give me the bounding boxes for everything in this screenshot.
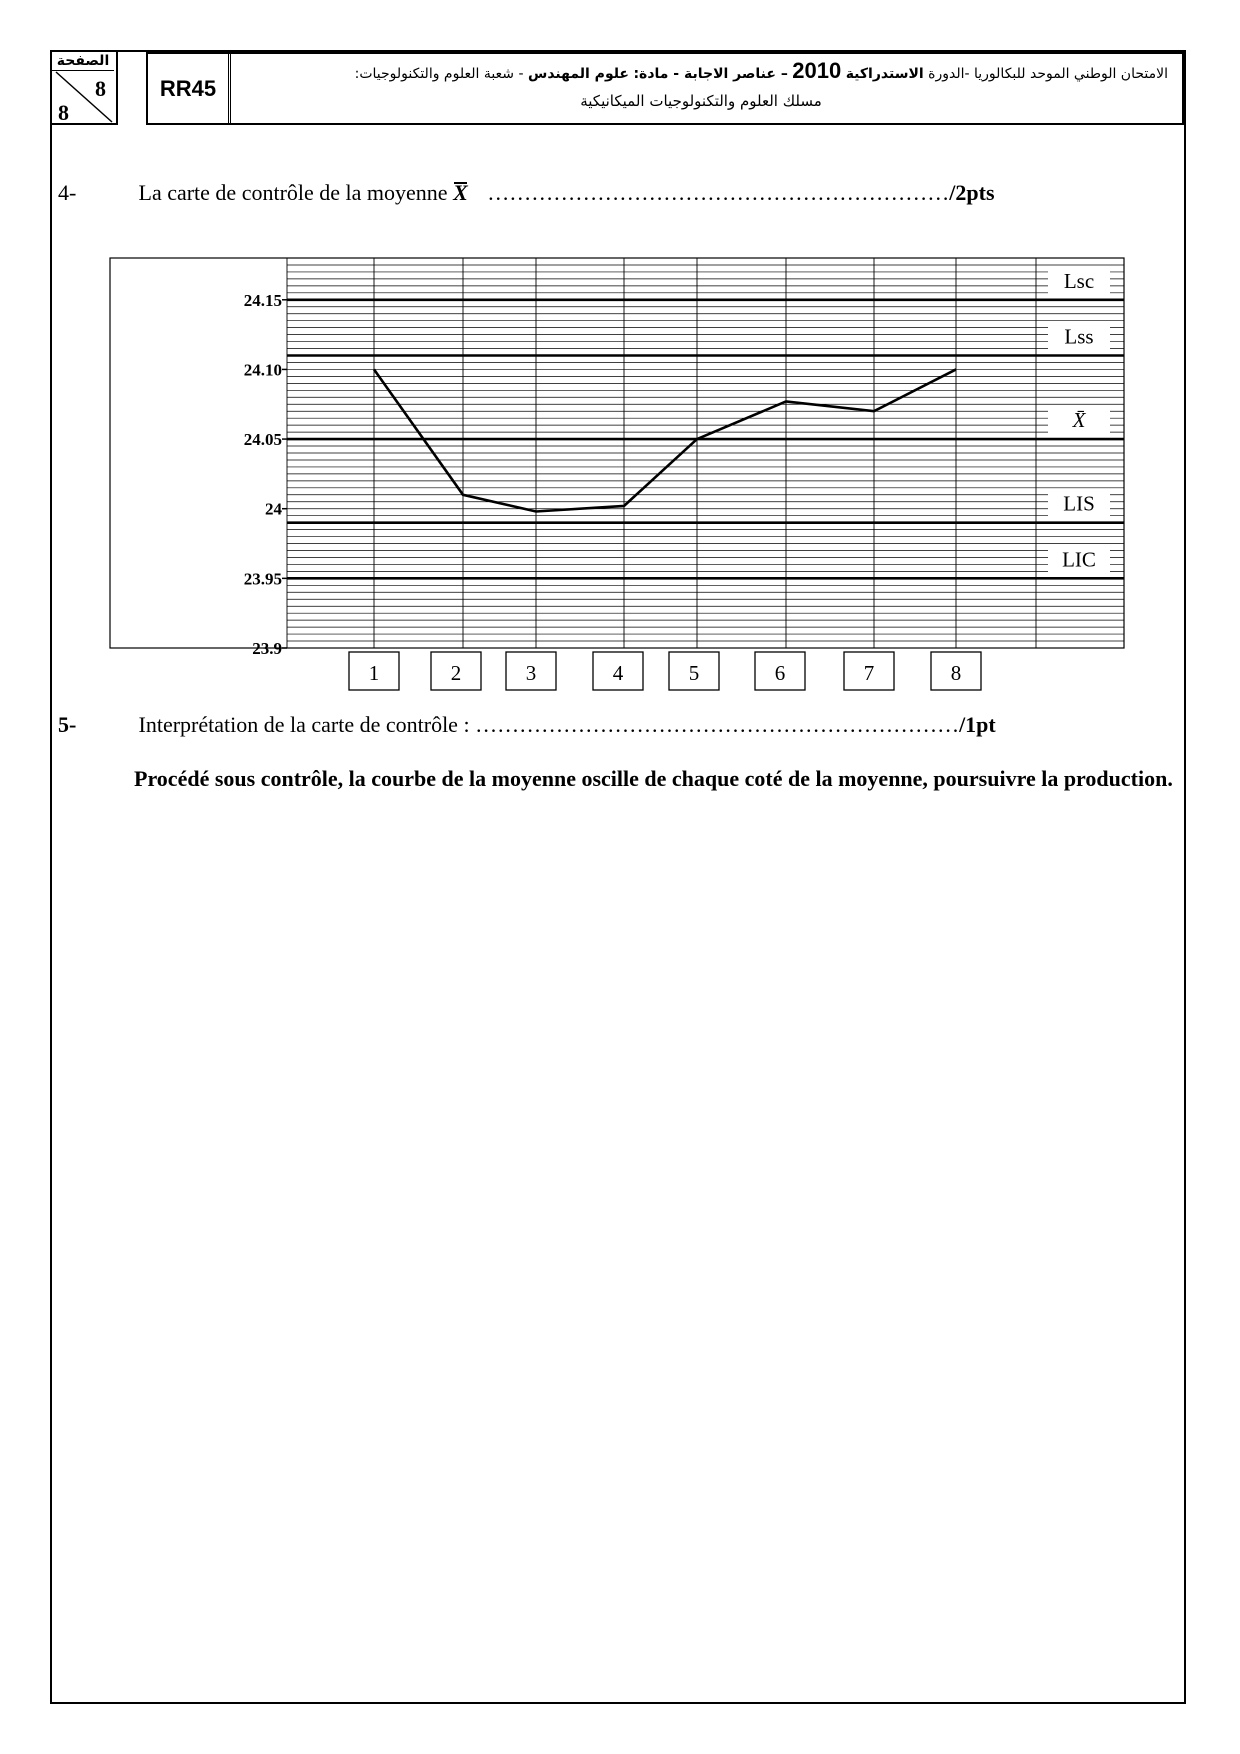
question-4-text: La carte de contrôle de la moyenne (138, 180, 448, 205)
question-4-number: 4- (58, 180, 77, 205)
question-5-text: Interprétation de la carte de contrôle : (138, 712, 470, 737)
title-part1: الامتحان الوطني الموحد للبكالوريا -الدورة (928, 66, 1168, 82)
title-session: الاستدراكية (845, 66, 924, 82)
title-part3: - شعبة العلوم والتكنولوجيات: (354, 66, 524, 82)
sample-number-label: 4 (612, 661, 624, 685)
sample-number-label: 5 (688, 661, 700, 685)
question-5 (58, 712, 996, 738)
sample-number-label: 1 (368, 661, 380, 685)
question-5-answer: Procédé sous contrôle, la courbe de la moyenne oscille de chaque coté de la moyenne, poursuivre la production. (134, 766, 1173, 791)
y-tick-label: 24 (265, 499, 282, 519)
title-subject: علوم المهندس (528, 66, 629, 82)
sample-number-label: 3 (525, 661, 537, 685)
question-5-number: 5- (58, 712, 77, 737)
control-limit-label: LIC (1062, 547, 1096, 572)
control-limit-label: LIS (1063, 491, 1095, 516)
sample-number-label: 7 (863, 661, 875, 685)
xbar-symbol: X (453, 180, 468, 205)
title-year: 2010 (792, 58, 842, 83)
y-tick-label: 24.10 (243, 360, 282, 380)
page-current: 8 (95, 76, 106, 101)
question-4-dots: ……………………………………………………… (487, 180, 950, 205)
page-total: 8 (58, 100, 69, 125)
sample-number-label: 6 (774, 661, 786, 685)
y-tick-label: 24.05 (243, 430, 282, 450)
control-limit-label: X̄ (1072, 408, 1086, 433)
question-5-dots: ………………………………………………………… (475, 712, 960, 737)
question-5-points: /1pt (959, 712, 996, 737)
mean-series-line (374, 369, 956, 511)
question-4-points: /2pts (949, 180, 995, 205)
y-tick-label: 23.95 (243, 569, 282, 589)
control-limit-label: Lss (1064, 324, 1094, 349)
y-tick-label: 24.15 (243, 290, 282, 310)
exam-title-line2: مسلك العلوم والتكنولوجيات الميكانيكية (580, 92, 822, 110)
sample-number-label: 8 (950, 661, 962, 685)
sample-number-label: 2 (450, 661, 462, 685)
exam-code: RR45 (148, 54, 231, 123)
y-tick-label: 23.9 (252, 639, 282, 658)
control-limit-label: Lsc (1063, 268, 1095, 293)
title-part2: – عناصر الاجابة - مادة: (633, 66, 788, 82)
control-chart (0, 0, 1240, 700)
page-label: الصفحة (52, 52, 114, 71)
